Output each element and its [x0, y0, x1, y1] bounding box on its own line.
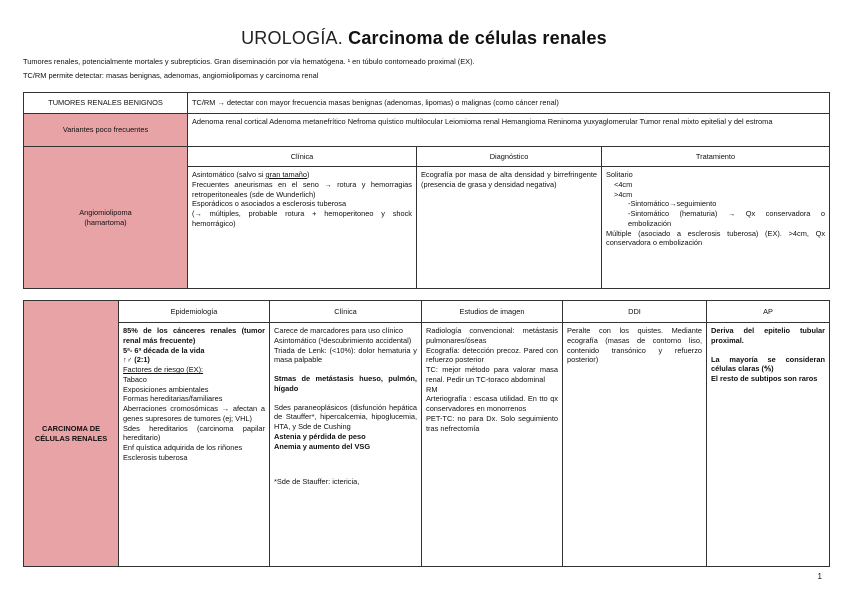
rcc-clin-line-4: Stmas de metástasis hueso, pulmón, hígado — [274, 374, 417, 393]
epi-line-1: 85% de los cánceres renales (tumor renal más frecuente) — [123, 326, 265, 345]
intro-line-1: Tumores renales, potencialmente mortales y subrepticios. Gran diseminación por vía hematógena. ¹ en túbulo contorneado proximal (EX). — [23, 57, 475, 66]
img-line-5: Arteriografía : escasa utilidad. En tto qx conservadores en monorrenos — [426, 394, 558, 414]
rcc-clinica-cell — [270, 323, 422, 567]
rcc-clin-line-5: Sdes paraneoplásicos (disfunción hepática de Stauffer*, hipercalcemia, hipoglucemia, HTA, y Sde de Cushing — [274, 402, 417, 432]
angiomiolipoma-sub: (hamartoma) — [84, 217, 127, 227]
angio-clinica-cell — [188, 167, 417, 289]
page-title — [0, 28, 848, 49]
img-line-1: Radiología convencional: metástasis pulmonares/óseas — [426, 326, 558, 345]
intro-line-2: TC/RM permite detectar: masas benignas, adenomas, angiomiolipomas y carcinoma renal — [23, 71, 319, 80]
benign-label-cell — [24, 93, 188, 114]
epidemiologia-cell — [119, 323, 270, 567]
imagen-cell — [422, 323, 563, 567]
img-line-6: PET-TC: no para Dx. Solo seguimiento tras nefrectomía — [426, 413, 558, 433]
variants-label: Variantes poco frecuentes — [24, 114, 188, 147]
benign-text: TC/RM → detectar con mayor frecuencia masas benignas (adenomas, lipomas) o malignas (como cáncer renal) — [188, 93, 830, 114]
col-header-clinica-2: Clínica — [270, 301, 422, 323]
ap-line-1: Deriva del epitelio tubular proximal. — [711, 326, 825, 345]
angiomiolipoma-name: Angiomiolipoma — [79, 207, 132, 217]
title-main: Carcinoma de células renales — [348, 28, 607, 48]
benign-label: TUMORES RENALES BENIGNOS — [48, 98, 163, 108]
trat-line-1: Solitario — [606, 170, 633, 179]
rcc-clin-line-2: Asintomático (¹descubrimiento accidental) — [274, 335, 412, 345]
ddi-cell: Peralte con los quistes. Mediante ecografía (masas de contorno liso, contenido transónico y refuerzo posterior) — [563, 323, 707, 567]
rcc-clin-line-7: Anemia y aumento del VSG — [274, 441, 371, 451]
col-header-epidemiologia: Epidemiología — [119, 301, 270, 323]
epi-line-2: 5ª- 6ª década de la vida — [123, 345, 205, 355]
ap-line-2: La mayoría se consideran células claras (⅘) — [711, 354, 825, 374]
angio-clinica-line-3: Esporádicos o asociados a esclerosis tuberosa — [192, 199, 347, 209]
title-prefix: UROLOGÍA. — [241, 28, 343, 48]
ap-line-3: El resto de subtipos son raros — [711, 374, 818, 384]
col-header-imagen: Estudios de imagen — [422, 301, 563, 323]
epi-line-9: Sdes hereditarios (carcinoma papilar hereditario) — [123, 423, 265, 443]
col-header-ap: AP — [707, 301, 830, 323]
epi-line-3: ↑♂ (2:1) — [123, 355, 150, 365]
rcc-clin-line-1: Carece de marcadores para uso clínico — [274, 326, 403, 335]
epi-line-6: Exposiciones ambientales — [123, 384, 209, 394]
epi-line-7: Formas hereditarias/familiares — [123, 394, 223, 404]
col-header-clinica: Clínica — [188, 147, 417, 167]
epi-line-10: Enf quística adquirida de los riñones — [123, 443, 243, 453]
img-line-2: Ecografía: detección precoz. Pared con refuerzo posterior — [426, 345, 558, 365]
angio-clinica-line-4: (→ múltiples, probable rotura + hemoperitoneo y shock hemorrágico) — [192, 209, 412, 228]
angio-tratamiento-cell — [602, 167, 830, 289]
epi-line-4: Factores de riesgo (EX): — [123, 365, 204, 375]
rcc-clin-line-8: *Sde de Stauffer: ictericia, — [274, 477, 360, 487]
trat-line-2: <4cm — [614, 179, 633, 189]
epi-line-11: Esclerosis tuberosa — [123, 452, 188, 462]
variants-text: Adenoma renal cortical Adenoma metanefrítico Nefroma quístico multilocular Leiomioma renal Hemangioma Reninoma yuxyaglomerular Tumor renal mixto epitelial y del estroma — [188, 114, 830, 147]
angiomiolipoma-label — [24, 147, 188, 289]
epi-line-8: Aberraciones cromosómicas → afectan a genes supresores de tumores (ej; VHL) — [123, 404, 265, 423]
ap-cell — [707, 323, 830, 567]
benign-tumors-table — [23, 92, 830, 289]
trat-line-4: -Sintomático→seguimiento — [628, 199, 717, 209]
col-header-tratamiento: Tratamiento — [602, 147, 830, 167]
rcc-clin-line-3: Triada de Lenk: (<10%): dolor hematuria y masa palpable — [274, 345, 417, 365]
angio-diagnostico-cell: Ecografía por masa de alta densidad y birrefringente (presencia de grasa y densidad negativa) — [417, 167, 602, 289]
rcc-table — [23, 300, 830, 567]
col-header-ddi: DDI — [563, 301, 707, 323]
epi-line-5: Tabaco — [123, 374, 147, 384]
trat-line-3: >4cm — [614, 189, 633, 199]
col-header-diagnostico: Diagnóstico — [417, 147, 602, 167]
trat-line-5: -Sintomático (hematuria) → Qx conservadora o embolización — [628, 209, 826, 228]
rcc-clin-line-6: Astenia y pérdida de peso — [274, 431, 366, 441]
img-line-4: RM — [426, 384, 438, 394]
trat-line-6: Múltiple (asociado a esclerosis tuberosa) (EX). >4cm, Qx conservadora o embolización — [606, 228, 826, 248]
img-line-3: TC: mejor método para valorar masa renal. Pedir un TC-toraco abdominal — [426, 365, 558, 384]
page-number: 1 — [817, 572, 822, 581]
angio-clinica-line-1: Asintomático (salvo si gran tamaño) — [192, 170, 310, 179]
rcc-label: CARCINOMA DE CÉLULAS RENALES — [24, 301, 119, 567]
angio-clinica-line-2: Frecuentes aneurismas en el seno → rotura y hemorragias retroperitoneales (sde de Wunderlich) — [192, 179, 412, 199]
